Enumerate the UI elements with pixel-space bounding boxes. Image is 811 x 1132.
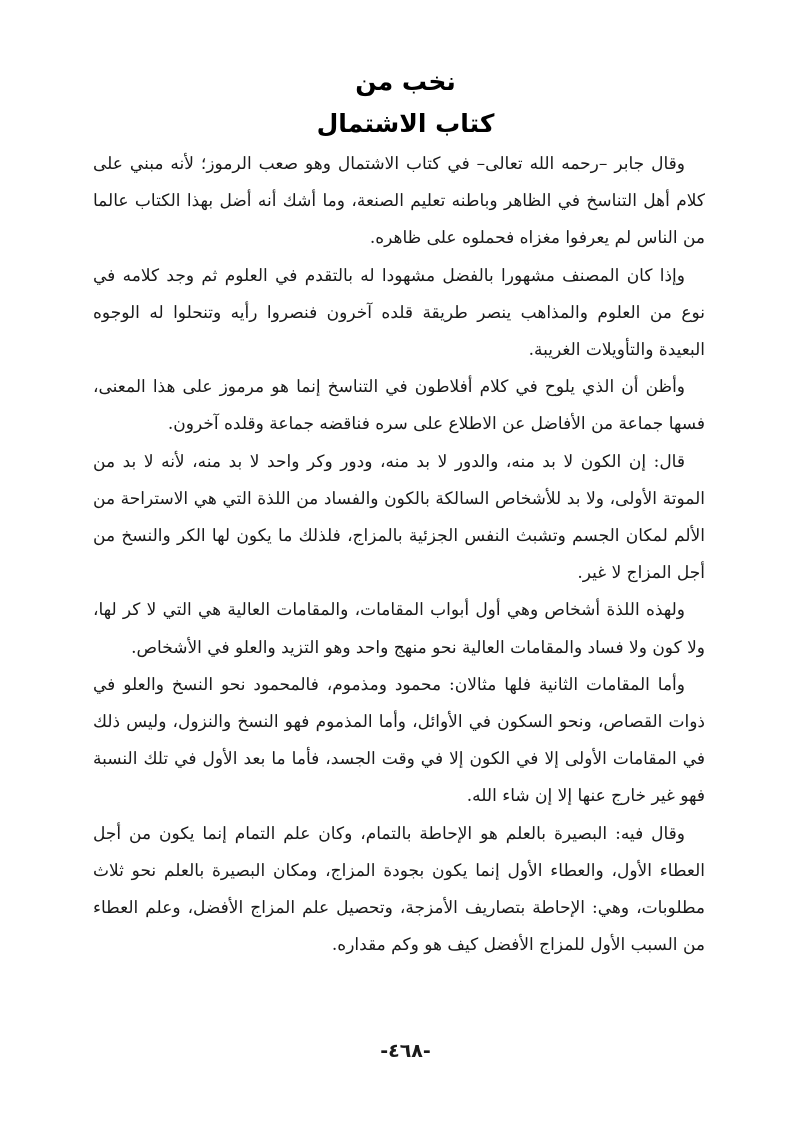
- paragraph-7: وقال فيه: البصيرة بالعلم هو الإحاطة بالتمام، وكان علم التمام إنما يكون من أجل العطاء الأول، والعطاء الأول إنما يكون بجودة المزاج، ومكان البصيرة بالعلم نحو ثلاث مطلوبات، وهي: الإحاطة بتصاريف الأمزجة، وتحصيل علم المزاج الأفضل، وعلم العطاء من السبب الأول للمزاج الأفضل كيف هو وكم مقداره.: [93, 823, 705, 956]
- paragraph-6: وأما المقامات الثانية فلها مثالان: محمود ومذموم، فالمحمود نحو النسخ والعلو في ذوات القصاص، ونحو السكون في الأوائل، وأما المذموم فهو النسخ والنزول، وليس ذلك في المقامات الأولى إلا في الكون إلا في وقت الجسد، فأما ما بعد الأول في تلك النسبة فهو غير خارج عنها إلا إن شاء الله.: [93, 674, 705, 807]
- paragraph-5: ولهذه اللذة أشخاص وهي أول أبواب المقامات، والمقامات العالية هي التي لا كر لها، ولا كون ولا فساد والمقامات العالية نحو منهج واحد وهو التزيد والعلو في الأشخاص.: [93, 600, 705, 658]
- title-line-2: كتاب الاشتمال: [316, 109, 495, 138]
- title-line-1: نخب من: [355, 67, 456, 96]
- paragraph-4: قال: إن الكون لا بد منه، والدور لا بد منه، ودور وكر واحد لا بد منه، لأنه لا بد من الموتة الأولى، ولا بد للأشخاص السالكة بالكون والفساد من اللذة التي هي الاستراحة من الألم لمكان الجسم وتشبث النفس الجزئية بالمزاج، فلذلك ما يكون لها الكر والنسخ من أجل المزاج لا غير.: [93, 451, 705, 584]
- paragraph-2: وإذا كان المصنف مشهورا بالفضل مشهودا له بالتقدم في العلوم ثم وجد كلامه في نوع من العلوم والمذاهب ينصر طريقة قلده آخرون فنصروا رأيه وتنحلوا له الوجوه البعيدة والتأويلات الغريبة.: [93, 265, 705, 361]
- body-text: [93, 146, 705, 964]
- page-number: -٤٦٨-: [380, 1040, 431, 1062]
- paragraph-1: وقال جابر –رحمه الله تعالى– في كتاب الاشتمال وهو صعب الرموز؛ لأنه مبني على كلام أهل التناسخ في الظاهر وباطنه تعليم الصنعة، وما أشك أنه أضل بهذا الكتاب عالما من الناس لم يعرفوا مغزاه فحملوه على ظاهره.: [93, 154, 705, 249]
- paragraph-3: وأظن أن الذي يلوح في كلام أفلاطون في التناسخ إنما هو مرموز على هذا المعنى، فسها جماعة من الأفاضل عن الاطلاع على سره فناقضه جماعة وقلده آخرون.: [93, 377, 705, 435]
